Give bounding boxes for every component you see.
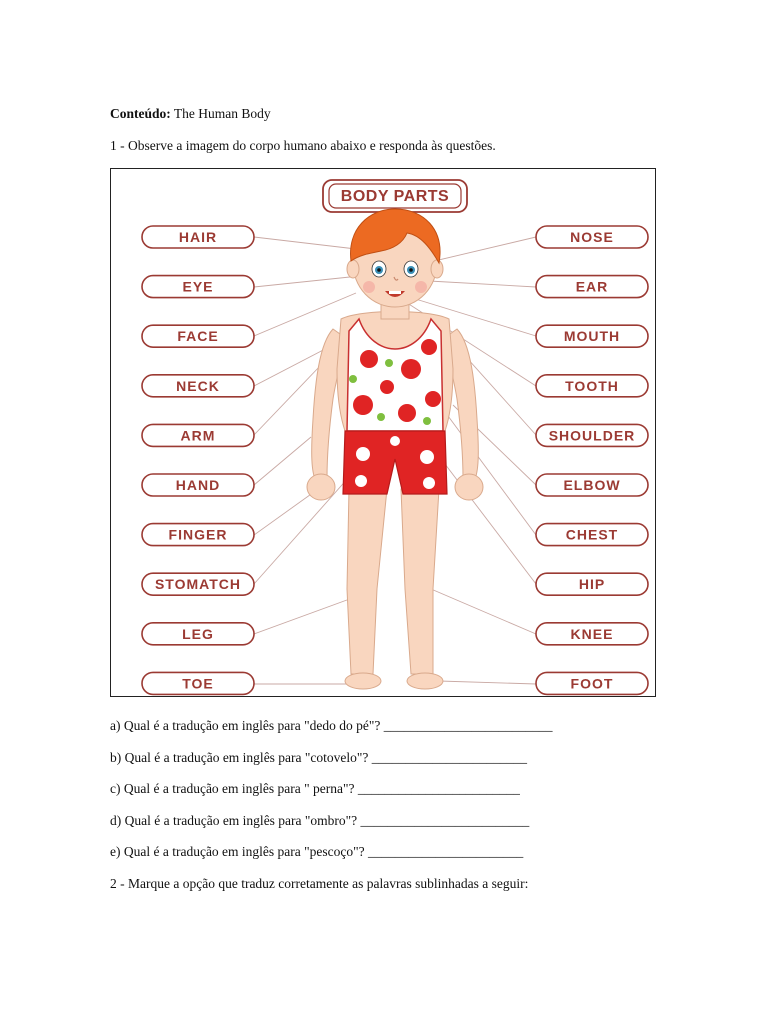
label-text-tooth: TOOTH xyxy=(565,377,619,394)
body-parts-diagram xyxy=(111,169,655,696)
question-d: d) Qual é a tradução em inglês para "ombro"? _________________________ xyxy=(110,813,530,828)
right-labels xyxy=(536,226,648,694)
label-text-nose: NOSE xyxy=(570,229,614,245)
label-text-knee: KNEE xyxy=(570,625,614,642)
label-mouth xyxy=(536,325,648,347)
label-text-face: FACE xyxy=(177,328,219,345)
question-1-prompt: 1 - Observe a imagem do corpo humano abaixo e responda às questões. xyxy=(110,138,496,153)
label-text-finger: FINGER xyxy=(168,526,228,543)
label-text-stomatch: STOMATCH xyxy=(154,576,242,593)
label-nose xyxy=(536,226,648,248)
label-foot xyxy=(536,672,648,694)
label-knee xyxy=(536,623,648,645)
label-text-toe: TOE xyxy=(182,675,214,692)
content-topic: The Human Body xyxy=(173,106,271,121)
label-tooth xyxy=(536,375,648,397)
label-text-elbow: ELBOW xyxy=(563,477,621,493)
label-ear xyxy=(536,276,648,298)
question-e: e) Qual é a tradução em inglês para "pescoço"? _______________________ xyxy=(110,844,524,859)
label-text-foot: FOOT xyxy=(570,675,614,692)
label-eye xyxy=(142,276,254,298)
question-2-prompt: 2 - Marque a opção que traduz corretamente as palavras sublinhadas a seguir: xyxy=(110,876,529,891)
label-text-hair: HAIR xyxy=(178,229,218,245)
body-parts-figure xyxy=(110,168,656,697)
title-banner xyxy=(323,180,467,212)
question-a: a) Qual é a tradução em inglês para "dedo do pé"? _________________________ xyxy=(110,718,553,733)
child-figure xyxy=(307,209,483,689)
label-text-arm: ARM xyxy=(180,427,216,444)
label-elbow xyxy=(536,474,648,496)
label-text-ear: EAR xyxy=(575,278,609,295)
label-text-chest: CHEST xyxy=(565,526,619,543)
label-stomatch xyxy=(142,573,254,595)
label-shoulder xyxy=(536,424,648,446)
label-hand xyxy=(142,474,254,496)
question-b: b) Qual é a tradução em inglês para "cotovelo"? _______________________ xyxy=(110,750,528,765)
label-text-shoulder: SHOULDER xyxy=(548,427,636,444)
label-text-hand: HAND xyxy=(175,477,221,493)
left-labels xyxy=(142,226,254,694)
label-leg xyxy=(142,623,254,645)
label-text-leg: LEG xyxy=(182,625,214,642)
label-arm xyxy=(142,424,254,446)
label-text-neck: NECK xyxy=(176,377,220,394)
label-neck xyxy=(142,375,254,397)
figure-title: BODY PARTS xyxy=(340,188,450,205)
label-text-eye: EYE xyxy=(182,278,214,295)
label-toe xyxy=(142,672,254,694)
label-text-mouth: MOUTH xyxy=(563,328,621,345)
label-hip xyxy=(536,573,648,595)
label-hair xyxy=(142,226,254,248)
content-header xyxy=(110,106,271,122)
label-text-hip: HIP xyxy=(578,576,606,593)
question-c: c) Qual é a tradução em inglês para " perna"? ________________________ xyxy=(110,781,520,796)
content-label: Conteúdo: xyxy=(110,106,171,121)
label-face xyxy=(142,325,254,347)
label-finger xyxy=(142,524,254,546)
label-chest xyxy=(536,524,648,546)
